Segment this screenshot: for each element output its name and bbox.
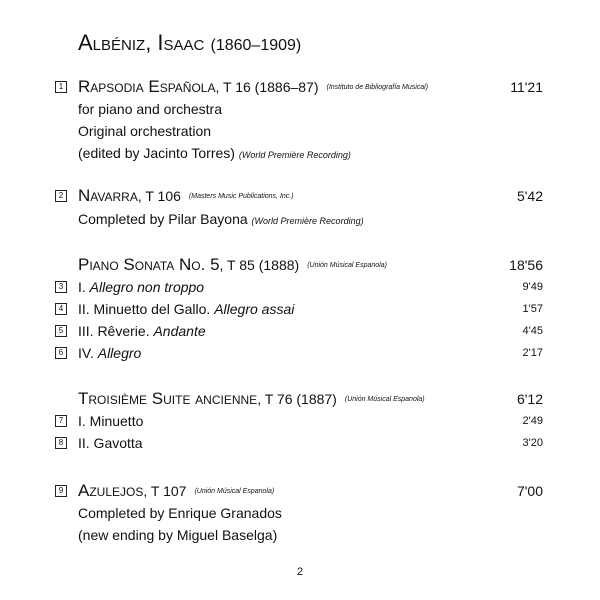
movement-duration: 2'17 xyxy=(522,347,543,359)
track-number-box: 2 xyxy=(55,190,67,202)
work-duration: 6'12 xyxy=(516,391,543,407)
work-detail-line xyxy=(78,143,351,165)
page-number: 2 xyxy=(296,566,304,578)
catalog-info: , T 107 xyxy=(143,483,187,499)
publisher-note: (Unión Músical Espanola) xyxy=(194,488,275,496)
composer-dates: (1860–1909) xyxy=(210,37,302,54)
work-detail-row xyxy=(0,143,600,165)
track-number-box: 8 xyxy=(55,437,67,449)
movement-title xyxy=(78,299,294,319)
work-detail-row xyxy=(0,121,600,143)
movement-title xyxy=(78,411,143,431)
movement-prefix: IV. xyxy=(78,345,98,361)
track-number-box: 1 xyxy=(55,81,67,93)
composer-name: Albéniz, Isaac xyxy=(78,30,205,55)
work-detail-row xyxy=(0,525,600,547)
work-row-navarra xyxy=(0,186,600,208)
premiere-note: (World Première Recording) xyxy=(238,150,351,160)
movement-prefix: II. Minuetto del Gallo. xyxy=(78,301,215,317)
movement-row xyxy=(0,343,600,365)
work-duration: 7'00 xyxy=(516,483,543,499)
movement-duration: 4'45 xyxy=(522,325,543,337)
work-title: Piano Sonata No. 5 xyxy=(78,255,220,274)
movement-title xyxy=(78,321,206,341)
work-title: Rapsodia Española xyxy=(78,77,216,96)
work-detail: Original orchestration xyxy=(78,123,212,139)
work-row-azulejos xyxy=(0,481,600,503)
work-duration: 11'21 xyxy=(510,79,543,95)
track-number-box: 7 xyxy=(55,415,67,427)
work-row-suite xyxy=(0,389,600,411)
movement-row xyxy=(0,321,600,343)
movement-row xyxy=(0,411,600,433)
work-detail-row xyxy=(0,209,600,231)
publisher-note: (Unión Músical Espanola) xyxy=(307,262,387,270)
work-detail: Completed by Enrique Granados xyxy=(78,505,282,521)
work-title: Azulejos xyxy=(78,481,144,500)
work-detail: Completed by Pilar Bayona xyxy=(78,211,248,227)
movement-prefix: I. xyxy=(78,279,90,295)
work-duration: 18'56 xyxy=(509,257,543,273)
movement-tempo: Allegro xyxy=(97,345,142,361)
movement-prefix: II. Gavotta xyxy=(78,435,143,451)
movement-title xyxy=(78,277,204,297)
catalog-info: , T 85 (1888) xyxy=(219,257,300,273)
movement-title xyxy=(78,433,143,453)
movement-prefix: III. Rêverie. xyxy=(78,323,154,339)
movement-duration: 1'57 xyxy=(522,303,543,315)
movement-tempo: Allegro non troppo xyxy=(89,279,205,295)
movement-duration: 9'49 xyxy=(522,281,543,293)
work-title-line xyxy=(78,481,274,502)
work-row-rapsodia xyxy=(0,77,600,99)
publisher-note: (Unión Músical Espanola) xyxy=(344,396,425,404)
work-detail: for piano and orchestra xyxy=(78,101,222,117)
composer-heading xyxy=(78,30,301,59)
track-number-box: 3 xyxy=(55,281,67,293)
work-title: Troisième Suite ancienne xyxy=(78,389,258,408)
work-duration: 5'42 xyxy=(516,188,543,204)
movement-title xyxy=(78,343,141,363)
movement-prefix: I. Minuetto xyxy=(78,413,144,429)
movement-tempo: Allegro assai xyxy=(214,301,295,317)
movement-row xyxy=(0,299,600,321)
catalog-info: , T 16 (1886–87) xyxy=(215,79,319,95)
work-title-line xyxy=(78,77,428,98)
movement-tempo: Andante xyxy=(153,323,206,339)
work-row-sonata xyxy=(0,255,600,277)
track-number-box: 6 xyxy=(55,347,67,359)
work-detail-line xyxy=(78,209,364,231)
work-detail: (edited by Jacinto Torres) xyxy=(78,145,235,161)
work-title-line xyxy=(78,186,294,207)
publisher-note: (Masters Music Publications, Inc.) xyxy=(188,193,294,201)
movement-duration: 3'20 xyxy=(522,437,543,449)
movement-duration: 2'49 xyxy=(522,415,543,427)
work-detail-row xyxy=(0,503,600,525)
movement-row xyxy=(0,433,600,455)
work-title-line xyxy=(78,255,387,276)
work-detail: (new ending by Miguel Baselga) xyxy=(78,527,278,543)
track-number-box: 9 xyxy=(55,485,67,497)
publisher-note: (Instituto de Bibliografía Musical) xyxy=(326,84,429,92)
work-title-line xyxy=(78,389,425,410)
premiere-note: (World Première Recording) xyxy=(251,216,364,226)
track-number-box: 4 xyxy=(55,303,67,315)
catalog-info: , T 76 (1887) xyxy=(257,391,337,407)
catalog-info: , T 106 xyxy=(137,188,181,204)
movement-row xyxy=(0,277,600,299)
work-title: Navarra xyxy=(78,186,138,205)
work-detail-row xyxy=(0,99,600,121)
track-number-box: 5 xyxy=(55,325,67,337)
